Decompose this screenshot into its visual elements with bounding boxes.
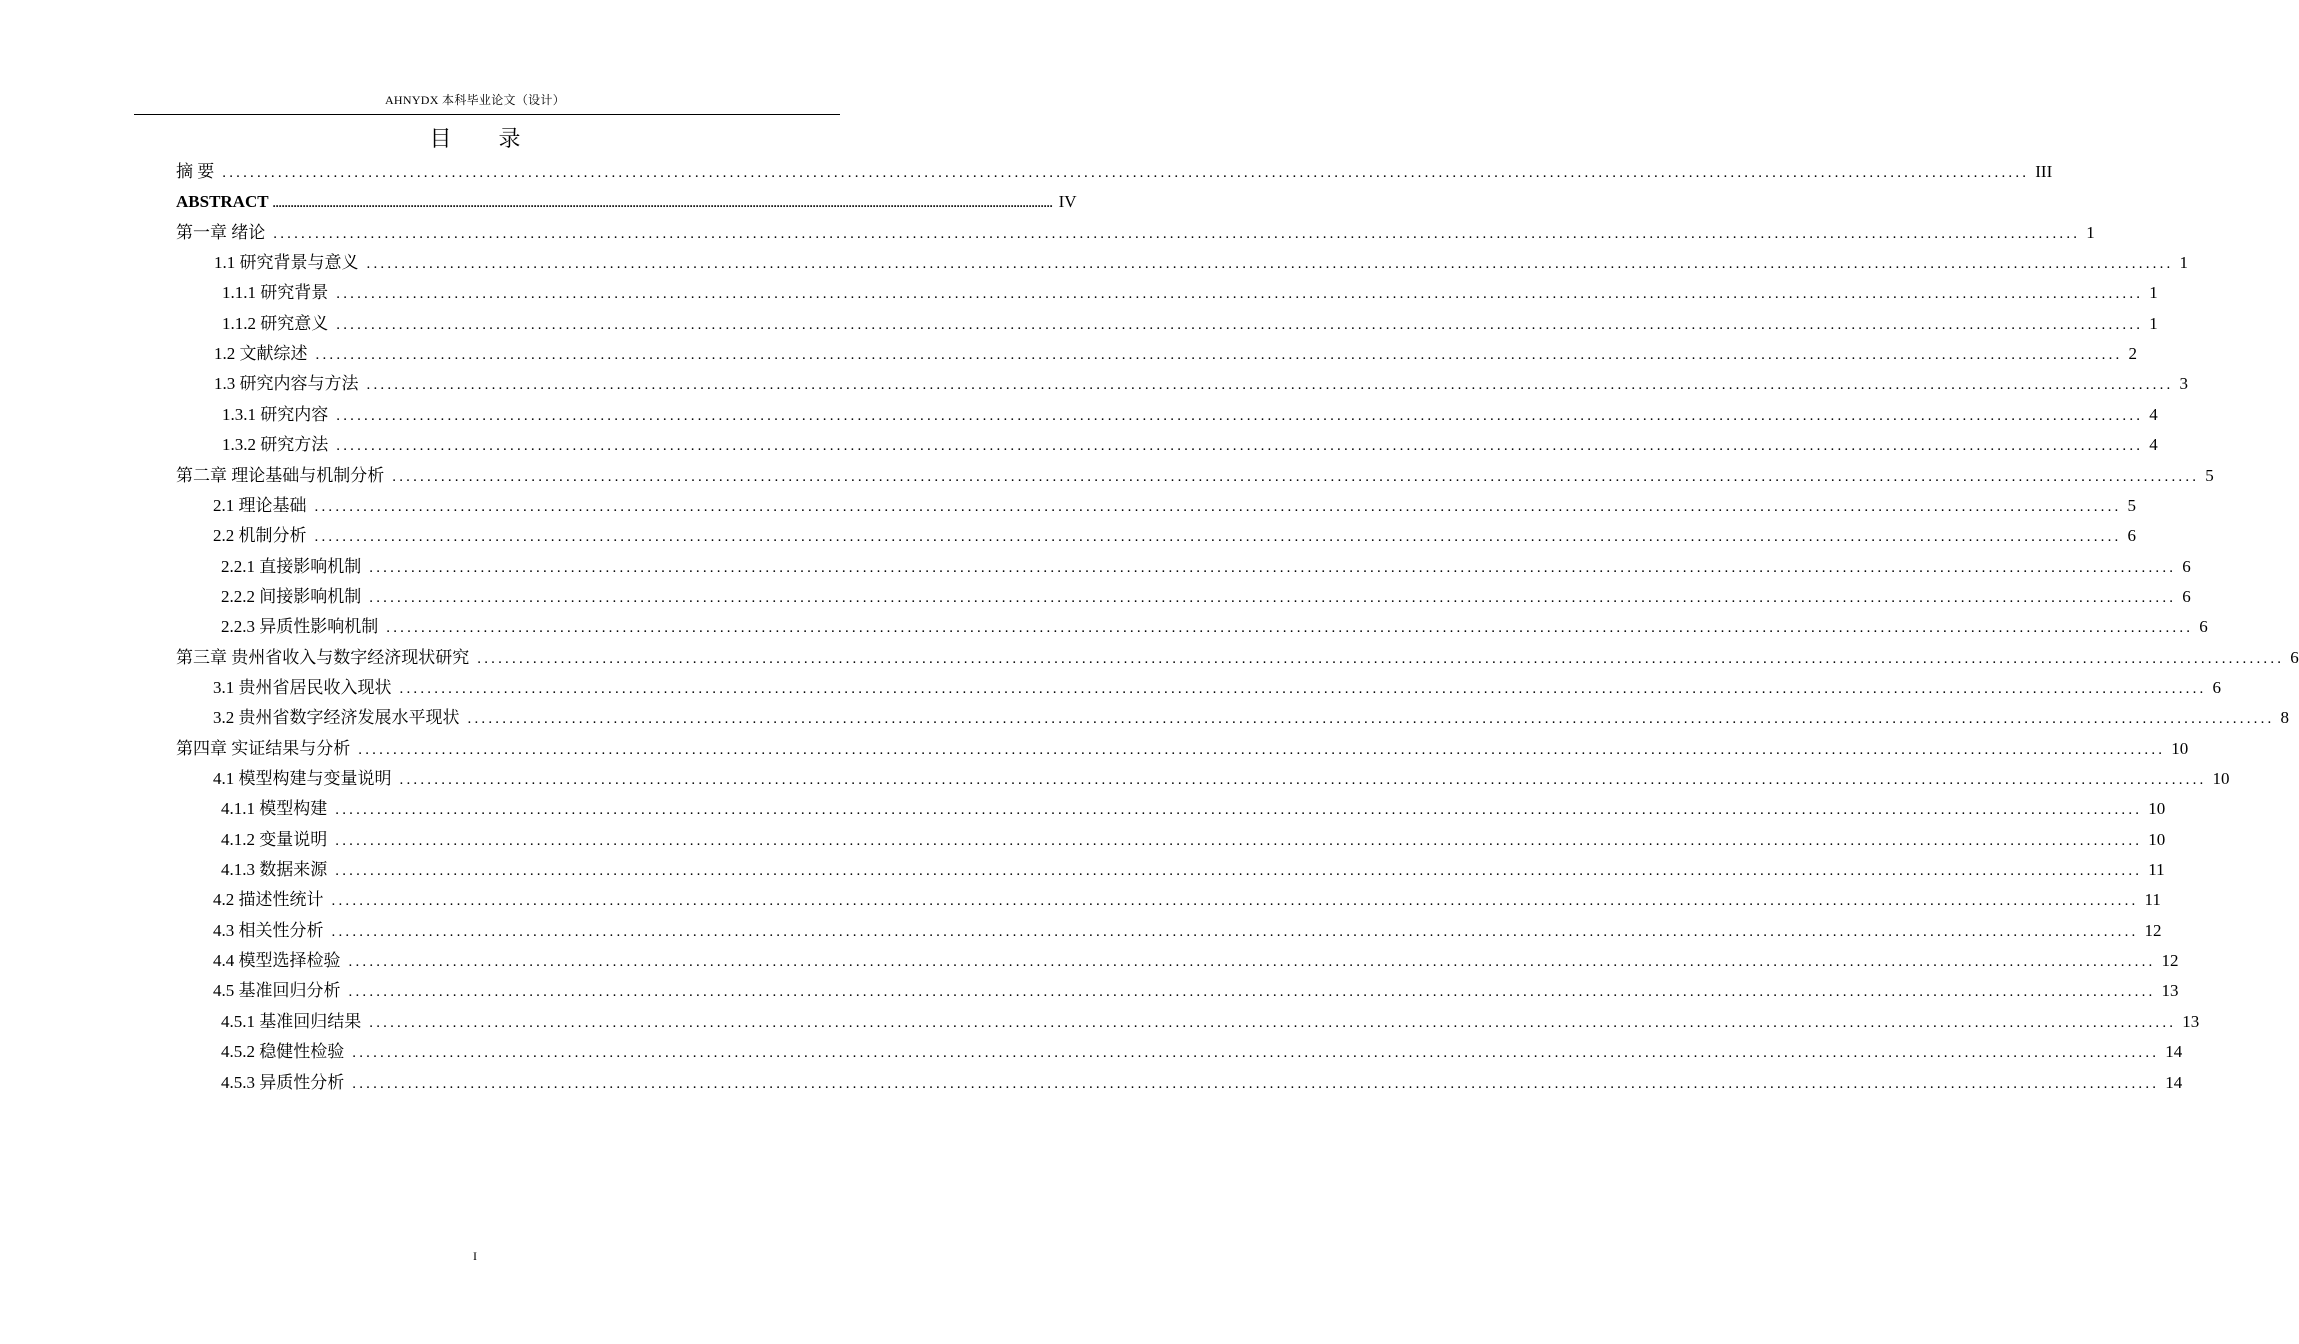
dot-leader: .................................................................................................................................................................................................................................................................... bbox=[477, 650, 2285, 667]
toc-entry[interactable] bbox=[221, 1040, 2183, 1064]
toc-entry-page-number: 10 bbox=[2171, 738, 2189, 758]
toc-entry-page-number: 1 bbox=[2179, 253, 2188, 273]
toc-entry[interactable] bbox=[176, 464, 2214, 488]
toc-entry-page-number: 10 bbox=[2212, 769, 2230, 788]
toc-entry-page-number: IV bbox=[1058, 192, 1077, 212]
toc-entry-title: 1.3.1 研究内容 bbox=[222, 404, 329, 424]
dot-leader: .................................................................................................................................................................................................................................................................... bbox=[467, 711, 2275, 728]
toc-entry-title: 4.1.1 模型构建 bbox=[221, 799, 328, 819]
toc-entry-title: 1.1.2 研究意义 bbox=[222, 313, 329, 333]
dot-leader: .................................................................................................................................................................................................................................................................... bbox=[369, 1014, 2177, 1031]
dot-leader: .................................................................................................................................................................................................................................................................... bbox=[315, 347, 2123, 364]
dot-leader: .................................................................................................................................................................................................................................................................... bbox=[352, 1045, 2160, 1062]
toc-entry-title: 3.2 贵州省数字经济发展水平现状 bbox=[213, 708, 460, 728]
toc-entry[interactable] bbox=[176, 221, 2095, 245]
dot-leader: .................................................................................................................................................................................................................................................................... bbox=[314, 529, 2122, 546]
toc-entry-page-number: 6 bbox=[2199, 617, 2208, 637]
toc-entry[interactable] bbox=[221, 585, 2191, 609]
dot-leader: .................................................................................................................................................................................................................................................................... bbox=[358, 741, 2166, 758]
toc-entry[interactable] bbox=[222, 281, 2158, 305]
toc-entry-page-number: 4 bbox=[2149, 404, 2158, 424]
toc-entry-page-number: 10 bbox=[2148, 799, 2166, 819]
toc-entry-title: 4.3 相关性分析 bbox=[213, 920, 324, 940]
toc-entry[interactable] bbox=[222, 312, 2158, 336]
toc-entry-title: 1.2 文献综述 bbox=[214, 344, 308, 364]
toc-entry[interactable] bbox=[176, 160, 2053, 184]
toc-entry-page-number: 11 bbox=[2144, 890, 2161, 910]
toc-entry-page-number: 12 bbox=[2161, 951, 2179, 971]
dot-leader: .................................................................................................................................................................................................................................................................... bbox=[348, 984, 2156, 1001]
toc-entry[interactable] bbox=[213, 767, 2230, 791]
toc-entry-page-number: 6 bbox=[2290, 647, 2299, 667]
toc-entry-title: 4.5 基准回归分析 bbox=[213, 981, 341, 1001]
toc-entry-title: 4.1 模型构建与变量说明 bbox=[213, 769, 392, 788]
dot-leader: .................................................................................................................................................................................................................................................................... bbox=[336, 286, 2144, 303]
dot-leader: .................................................................................................................................................................................................................................................................... bbox=[335, 802, 2143, 819]
toc-entry[interactable] bbox=[213, 524, 2136, 548]
toc-entry[interactable] bbox=[214, 342, 2137, 366]
dot-leader: .................................................................................................................................................................................................................................................................... bbox=[352, 1075, 2160, 1092]
toc-entry-page-number: 14 bbox=[2165, 1072, 2183, 1092]
toc-entry[interactable] bbox=[222, 433, 2158, 457]
toc-entry[interactable] bbox=[221, 615, 2208, 639]
dot-leader: .................................................................................................................................................................................................................................................................... bbox=[335, 832, 2143, 849]
toc-entry[interactable] bbox=[176, 190, 1077, 214]
toc-entry-title: 4.1.3 数据来源 bbox=[221, 860, 328, 880]
toc-entry-title: 4.4 模型选择检验 bbox=[213, 951, 341, 971]
toc-entry[interactable] bbox=[176, 737, 2189, 761]
toc-entry[interactable] bbox=[221, 828, 2166, 852]
toc-entry-page-number: 6 bbox=[2212, 677, 2221, 697]
dot-leader: .................................................................................................................................................................................................................................................................... bbox=[335, 863, 2143, 880]
dot-leader: .................................................................................................................................................................................................................................................................... bbox=[392, 468, 2200, 485]
toc-entry-title: 摘 要 bbox=[176, 162, 215, 181]
toc-entry-title: 第一章 绪论 bbox=[176, 222, 266, 242]
dot-leader: .................................................................................................................................................................................................................................................................... bbox=[336, 438, 2144, 455]
toc-entry-title: 2.2.3 异质性影响机制 bbox=[221, 617, 379, 637]
dot-leader: .................................................................................................................................................................................................................................................................... bbox=[399, 772, 2207, 788]
header-divider bbox=[134, 114, 840, 115]
dot-leader: .................................................................................................................................................................................................................................................................... bbox=[336, 407, 2144, 424]
toc-entry[interactable] bbox=[221, 1071, 2183, 1095]
dot-leader: .................................................................................................................................................................................................................................................................... bbox=[386, 620, 2194, 637]
dot-leader: .................................................................................................................................................................................................................................................................... bbox=[331, 923, 2139, 940]
toc-entry-page-number: 5 bbox=[2127, 495, 2136, 515]
dot-leader: .................................................................................................................................................................................................................................................................... bbox=[222, 165, 2030, 181]
toc-entry-title: 1.3.2 研究方法 bbox=[222, 435, 329, 455]
toc-entry-title: 第二章 理论基础与机制分析 bbox=[176, 465, 385, 485]
toc-entry-title: 2.1 理论基础 bbox=[213, 495, 307, 515]
toc-entry-title: 1.1 研究背景与意义 bbox=[214, 253, 359, 273]
dot-leader: .................................................................................................................................................................................................................................................................... bbox=[366, 256, 2174, 273]
toc-entry-page-number: 11 bbox=[2148, 860, 2165, 880]
toc-entry[interactable] bbox=[214, 251, 2188, 275]
toc-entry-page-number: 6 bbox=[2127, 526, 2136, 546]
dot-leader: .................................................................................................................................................................................................................................................................... bbox=[272, 196, 1053, 211]
toc-entry-page-number: 3 bbox=[2179, 374, 2188, 394]
toc-entry-title: 4.5.3 异质性分析 bbox=[221, 1072, 345, 1092]
dot-leader: .................................................................................................................................................................................................................................................................... bbox=[399, 680, 2207, 697]
dot-leader: .................................................................................................................................................................................................................................................................... bbox=[369, 559, 2177, 576]
toc-entry[interactable] bbox=[213, 494, 2136, 518]
toc-entry[interactable] bbox=[221, 1010, 2200, 1034]
toc-entry-title: 1.3 研究内容与方法 bbox=[214, 374, 359, 394]
toc-entry-title: 2.2.1 直接影响机制 bbox=[221, 556, 362, 576]
toc-entry-title: 4.5.2 稳健性检验 bbox=[221, 1042, 345, 1062]
toc-entry-page-number: 1 bbox=[2149, 283, 2158, 303]
toc-entry-page-number: 2 bbox=[2128, 344, 2137, 364]
toc-entry-page-number: 14 bbox=[2165, 1042, 2183, 1062]
page-header: AHNYDX 本科毕业论文（设计） bbox=[384, 93, 566, 107]
dot-leader: .................................................................................................................................................................................................................................................................... bbox=[336, 316, 2144, 333]
toc-entry-title: 第三章 贵州省收入与数字经济现状研究 bbox=[176, 647, 470, 667]
toc-entry[interactable] bbox=[213, 888, 2161, 912]
dot-leader: .................................................................................................................................................................................................................................................................... bbox=[366, 377, 2174, 394]
page-number: I bbox=[473, 1249, 477, 1263]
toc-entry[interactable] bbox=[221, 555, 2191, 579]
toc-entry-page-number: 13 bbox=[2182, 1011, 2200, 1031]
dot-leader: .................................................................................................................................................................................................................................................................... bbox=[348, 954, 2156, 971]
toc-entry-page-number: 10 bbox=[2148, 829, 2166, 849]
toc-entry-page-number: 8 bbox=[2280, 708, 2289, 728]
toc-entry-title: 3.1 贵州省居民收入现状 bbox=[213, 677, 392, 697]
toc-entry[interactable] bbox=[213, 979, 2179, 1003]
toc-entry-page-number: 4 bbox=[2149, 435, 2158, 455]
toc-entry-page-number: 6 bbox=[2182, 556, 2191, 576]
toc-entry[interactable] bbox=[214, 372, 2188, 396]
toc-entry[interactable] bbox=[221, 797, 2166, 821]
toc-entry-page-number: III bbox=[2035, 162, 2053, 181]
toc-entry-page-number: 5 bbox=[2205, 465, 2214, 485]
toc-entry-page-number: 6 bbox=[2182, 586, 2191, 606]
dot-leader: .................................................................................................................................................................................................................................................................... bbox=[273, 225, 2081, 242]
toc-entry-title: 4.2 描述性统计 bbox=[213, 890, 324, 910]
dot-leader: .................................................................................................................................................................................................................................................................... bbox=[369, 589, 2177, 606]
toc-entry-title: 1.1.1 研究背景 bbox=[222, 283, 329, 303]
toc-entry-page-number: 12 bbox=[2144, 920, 2162, 940]
toc-entry[interactable] bbox=[213, 919, 2162, 943]
toc-entry[interactable] bbox=[213, 676, 2221, 700]
toc-entry-title: 4.5.1 基准回归结果 bbox=[221, 1011, 362, 1031]
toc-entry-page-number: 1 bbox=[2086, 222, 2095, 242]
toc-entry-title: 4.1.2 变量说明 bbox=[221, 829, 328, 849]
toc-entry-page-number: 1 bbox=[2149, 313, 2158, 333]
toc-entry-title: 2.2 机制分析 bbox=[213, 526, 307, 546]
dot-leader: .................................................................................................................................................................................................................................................................... bbox=[331, 893, 2139, 910]
toc-title: 目 录 bbox=[429, 127, 541, 152]
toc-entry-page-number: 13 bbox=[2161, 981, 2179, 1001]
toc-entry-title: ABSTRACT bbox=[176, 192, 269, 212]
toc-entry[interactable] bbox=[222, 403, 2158, 427]
toc-entry[interactable] bbox=[213, 706, 2289, 730]
toc-entry[interactable] bbox=[213, 949, 2179, 973]
toc-entry-title: 2.2.2 间接影响机制 bbox=[221, 586, 362, 606]
toc-entry[interactable] bbox=[221, 858, 2165, 882]
toc-entry-title: 第四章 实证结果与分析 bbox=[176, 738, 351, 758]
dot-leader: .................................................................................................................................................................................................................................................................... bbox=[314, 498, 2122, 515]
toc-entry[interactable] bbox=[176, 646, 2299, 670]
